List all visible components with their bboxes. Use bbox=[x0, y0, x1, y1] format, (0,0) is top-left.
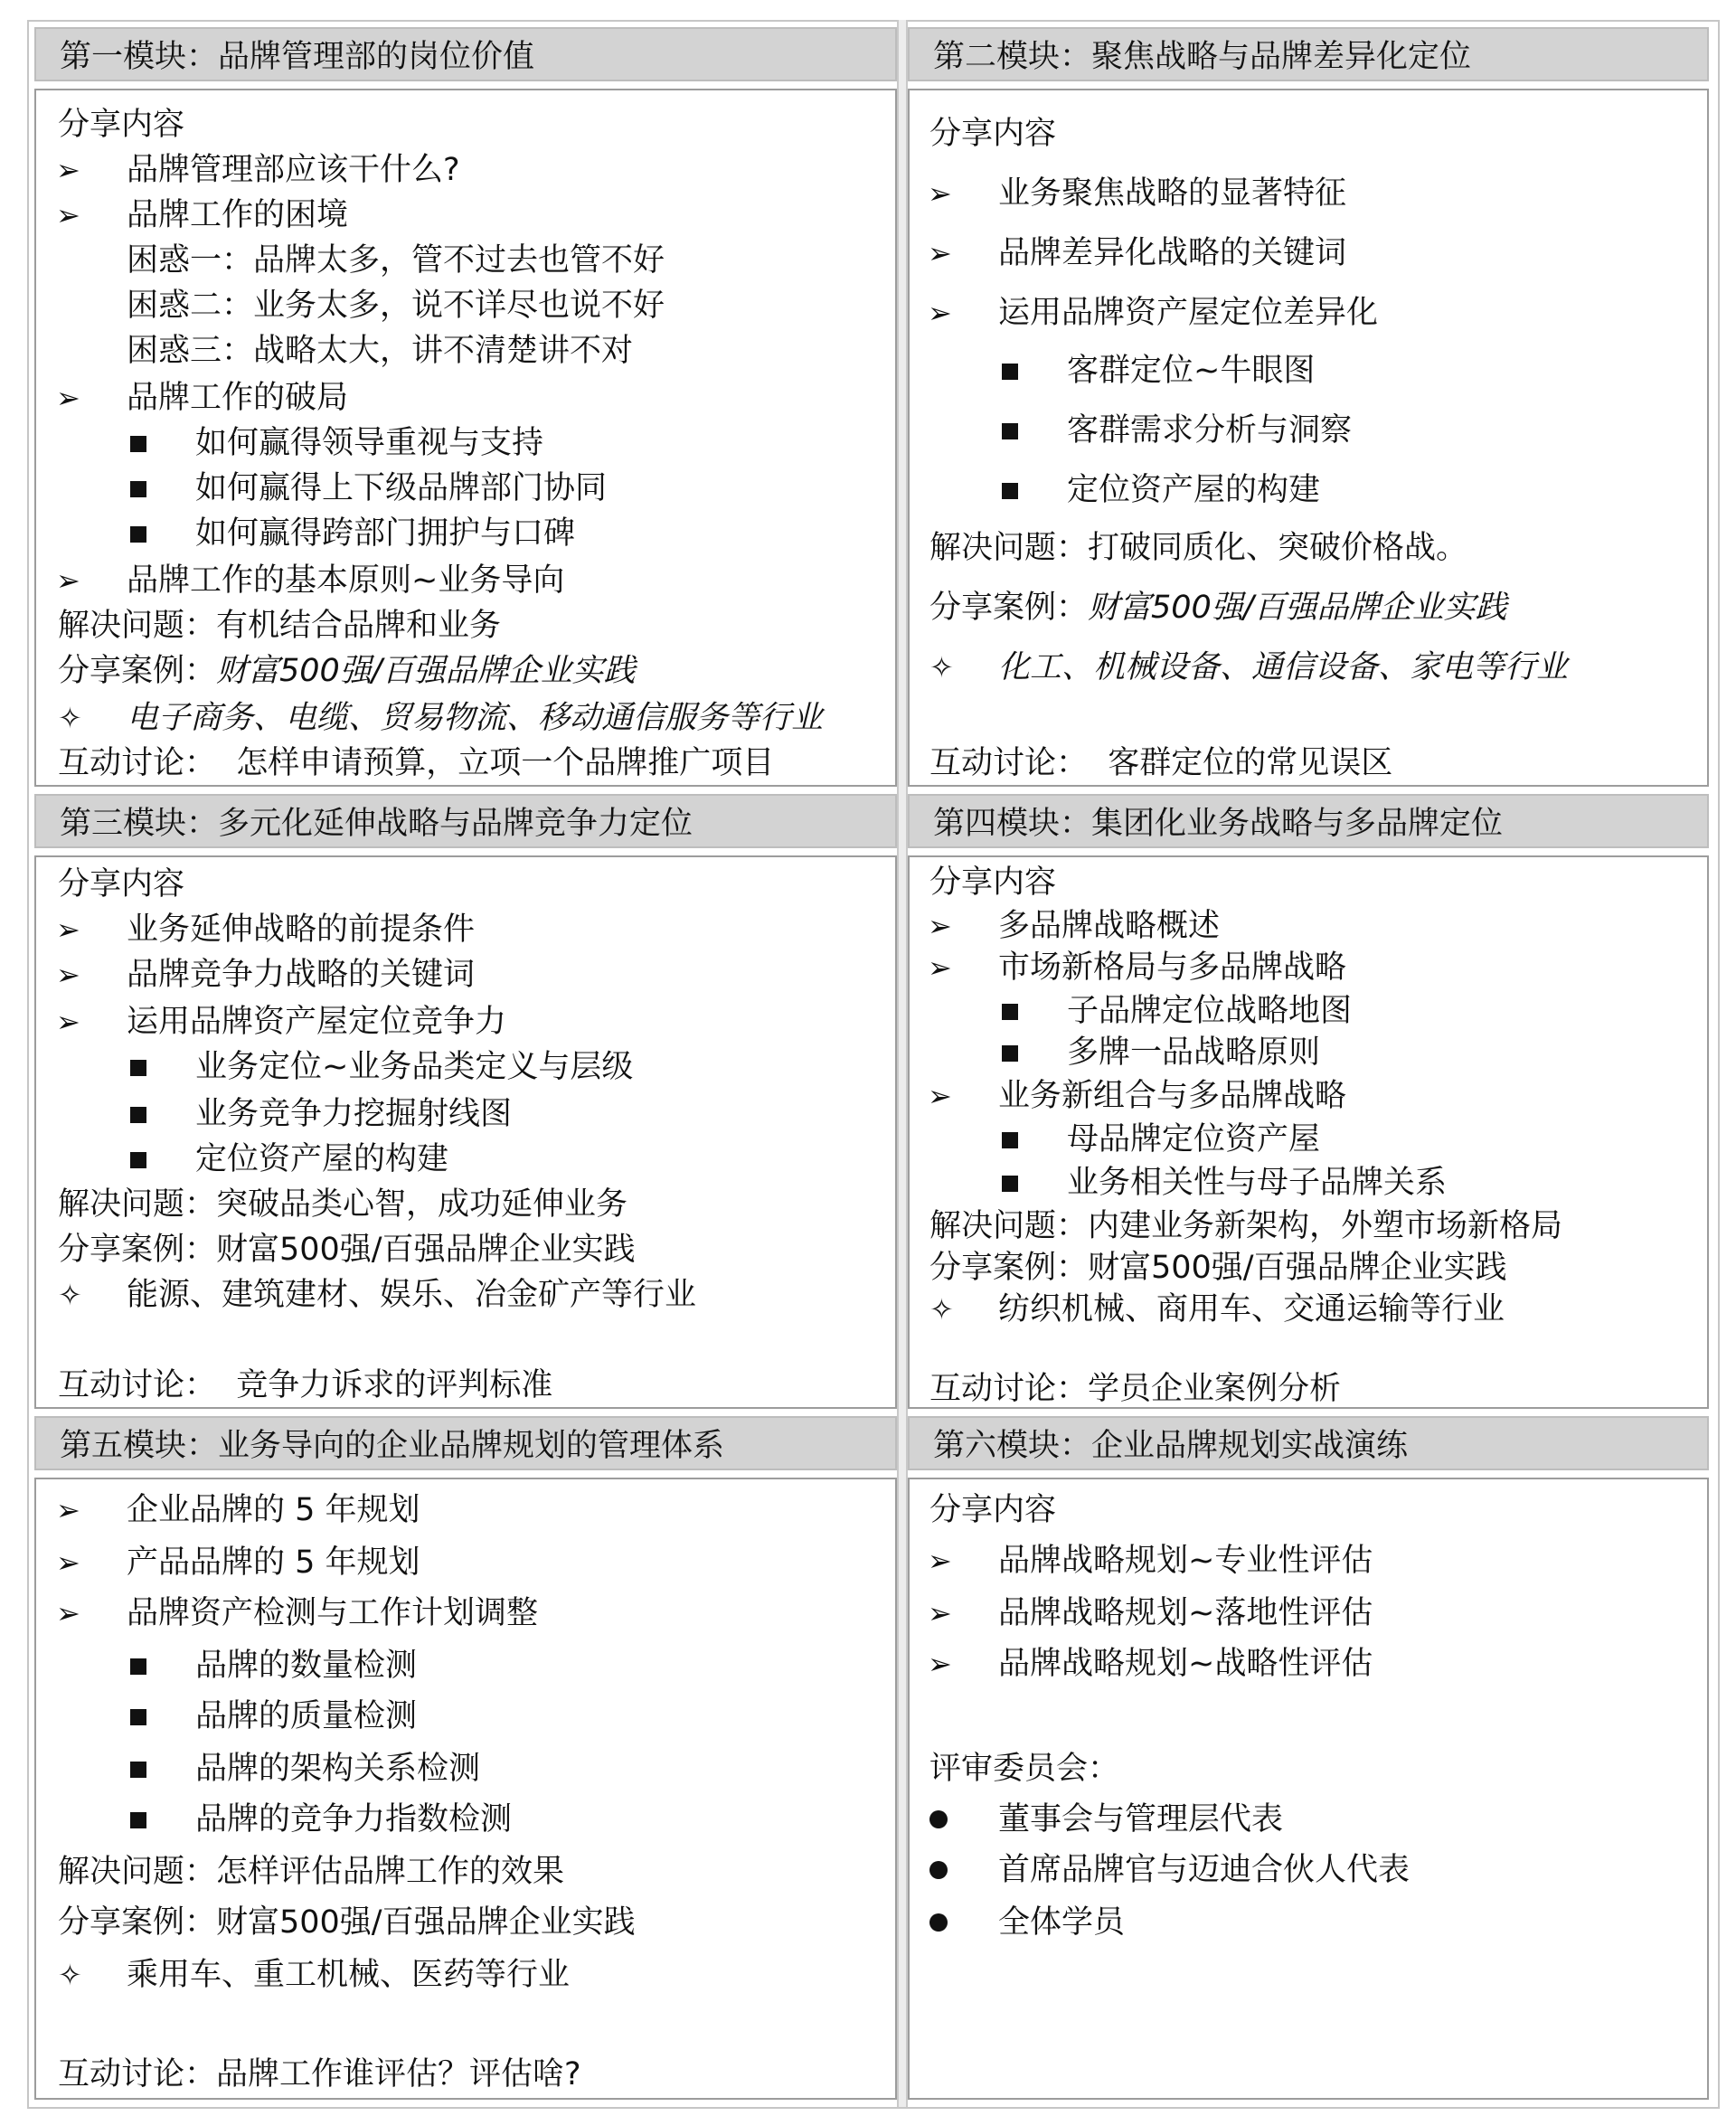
list-item: 定位资产屋的构建 bbox=[195, 1141, 449, 1177]
module-2-content bbox=[908, 89, 1709, 787]
arrow-marker: ➢ bbox=[928, 236, 952, 270]
arrow-marker: ➢ bbox=[56, 912, 80, 947]
list-item: 品牌战略规划~落地性评估 bbox=[998, 1595, 1373, 1631]
list-item: 品牌竞争力战略的关键词 bbox=[127, 957, 476, 993]
arrow-marker: ➢ bbox=[928, 1079, 952, 1113]
share-title: 分享内容 bbox=[929, 116, 1057, 152]
list-item: 如何赢得跨部门拥护与口碑 bbox=[195, 515, 576, 552]
list-item: 品牌资产检测与工作计划调整 bbox=[127, 1595, 539, 1631]
list-item: 业务定位~业务品类定义与层级 bbox=[195, 1049, 634, 1085]
list-item: 运用品牌资产屋定位差异化 bbox=[998, 295, 1379, 331]
module-3-content bbox=[34, 855, 897, 1409]
discuss-text: 互动讨论： 怎样申请预算，立项一个品牌推广项目 bbox=[58, 745, 775, 781]
arrow-marker: ➢ bbox=[56, 1005, 80, 1039]
arrow-marker: ➢ bbox=[928, 1647, 952, 1681]
list-item: 品牌的竞争力指数检测 bbox=[195, 1801, 513, 1837]
case-text: 分享案例：财富500强/百强品牌企业实践 bbox=[58, 1904, 636, 1941]
industry-text: 电子商务、电缆、贸易物流、移动通信服务等行业 bbox=[127, 700, 824, 736]
list-item: 品牌战略规划~专业性评估 bbox=[998, 1543, 1373, 1579]
diamond-marker: ✧ bbox=[58, 701, 82, 735]
case-label: 分享案例： bbox=[929, 590, 1089, 626]
module-4-content bbox=[908, 855, 1709, 1409]
arrow-marker: ➢ bbox=[928, 950, 952, 985]
discuss-text: 互动讨论： 客群定位的常见误区 bbox=[929, 745, 1393, 781]
module-6-title: 第六模块：企业品牌规划实战演练 bbox=[933, 1428, 1409, 1464]
square-bullet-icon bbox=[1002, 483, 1018, 499]
list-item: 困惑三：战略太大，讲不清楚讲不对 bbox=[127, 333, 634, 369]
square-bullet-icon bbox=[1002, 423, 1018, 439]
case-text: 分享案例：财富500强/百强品牌企业实践 bbox=[929, 1250, 1507, 1286]
case-line bbox=[929, 588, 1507, 628]
square-bullet-icon bbox=[130, 1658, 146, 1675]
square-bullet-icon bbox=[130, 1709, 146, 1725]
list-item: 如何赢得领导重视与支持 bbox=[195, 425, 544, 461]
arrow-marker: ➢ bbox=[928, 296, 952, 330]
list-item: 品牌管理部应该干什么? bbox=[127, 152, 460, 188]
module-6-content bbox=[908, 1478, 1709, 2100]
module-5-content bbox=[34, 1478, 897, 2100]
share-title: 分享内容 bbox=[929, 864, 1057, 901]
square-bullet-icon bbox=[130, 1762, 146, 1778]
arrow-marker: ➢ bbox=[56, 958, 80, 992]
case-text: 分享案例：财富500强/百强品牌企业实践 bbox=[58, 1232, 636, 1268]
case-line bbox=[58, 651, 636, 691]
share-title: 分享内容 bbox=[58, 866, 185, 902]
arrow-marker: ➢ bbox=[928, 909, 952, 943]
list-item: 产品品牌的 5 年规划 bbox=[127, 1544, 420, 1581]
square-bullet-icon bbox=[1002, 364, 1018, 380]
case-text: 财富500强/百强品牌企业实践 bbox=[216, 653, 636, 689]
discuss-text: 互动讨论：品牌工作谁评估？评估啥? bbox=[58, 2056, 581, 2092]
square-bullet-icon bbox=[1002, 1176, 1018, 1192]
list-item: 品牌工作的困境 bbox=[127, 197, 349, 233]
share-title: 分享内容 bbox=[58, 107, 185, 143]
square-bullet-icon bbox=[130, 481, 146, 497]
list-item: 多牌一品战略原则 bbox=[1067, 1034, 1321, 1071]
arrow-marker: ➢ bbox=[56, 381, 80, 415]
industry-text: 能源、建筑建材、娱乐、冶金矿产等行业 bbox=[127, 1277, 697, 1313]
square-bullet-icon bbox=[1002, 1045, 1018, 1062]
arrow-marker: ➢ bbox=[56, 1493, 80, 1527]
module-5-title: 第五模块：业务导向的企业品牌规划的管理体系 bbox=[60, 1428, 725, 1464]
module-6-header bbox=[908, 1416, 1709, 1470]
share-title: 分享内容 bbox=[929, 1492, 1057, 1528]
case-label: 分享案例： bbox=[58, 653, 217, 689]
industry-text: 纺织机械、商用车、交通运输等行业 bbox=[998, 1291, 1505, 1327]
module-1-header bbox=[34, 27, 897, 81]
case-text: 财富500强/百强品牌企业实践 bbox=[1088, 590, 1507, 626]
square-bullet-icon bbox=[130, 1107, 146, 1123]
list-item: 困惑一：品牌太多，管不过去也管不好 bbox=[127, 242, 665, 279]
solve-text: 解决问题：突破品类心智，成功延伸业务 bbox=[58, 1186, 628, 1223]
arrow-marker: ➢ bbox=[56, 563, 80, 598]
square-bullet-icon bbox=[130, 1812, 146, 1828]
solve-text: 解决问题：打破同质化、突破价格战。 bbox=[929, 530, 1468, 566]
list-item: 如何赢得上下级品牌部门协同 bbox=[195, 470, 608, 506]
arrow-marker: ➢ bbox=[56, 1545, 80, 1580]
diamond-marker: ✧ bbox=[58, 1958, 82, 1992]
list-item: 业务延伸战略的前提条件 bbox=[127, 912, 476, 948]
list-item: 市场新格局与多品牌战略 bbox=[998, 949, 1347, 986]
square-bullet-icon bbox=[130, 436, 146, 452]
arrow-marker: ➢ bbox=[928, 1596, 952, 1630]
bullet-icon bbox=[929, 1810, 948, 1828]
discuss-text: 互动讨论：学员企业案例分析 bbox=[929, 1371, 1342, 1407]
module-5-header bbox=[34, 1416, 897, 1470]
column-divider bbox=[897, 20, 908, 2107]
square-bullet-icon bbox=[130, 526, 146, 543]
list-item: 全体学员 bbox=[998, 1904, 1126, 1941]
module-4-header bbox=[908, 794, 1709, 848]
list-item: 困惑二：业务太多，说不详尽也说不好 bbox=[127, 288, 665, 324]
list-item: 客群定位~牛眼图 bbox=[1067, 353, 1316, 389]
list-item: 业务新组合与多品牌战略 bbox=[998, 1078, 1347, 1114]
committee-title: 评审委员会： bbox=[929, 1751, 1120, 1787]
module-2-title: 第二模块：聚焦战略与品牌差异化定位 bbox=[933, 39, 1472, 75]
solve-text: 解决问题：内建业务新架构，外塑市场新格局 bbox=[929, 1208, 1563, 1244]
arrow-marker: ➢ bbox=[928, 176, 952, 211]
solve-text: 解决问题：怎样评估品牌工作的效果 bbox=[58, 1854, 565, 1890]
list-item: 企业品牌的 5 年规划 bbox=[127, 1492, 420, 1528]
module-3-title: 第三模块：多元化延伸战略与品牌竞争力定位 bbox=[60, 806, 693, 842]
list-item: 业务竞争力挖掘射线图 bbox=[195, 1096, 513, 1132]
square-bullet-icon bbox=[130, 1152, 146, 1168]
square-bullet-icon bbox=[130, 1060, 146, 1076]
diamond-marker: ✧ bbox=[58, 1278, 82, 1312]
module-4-title: 第四模块：集团化业务战略与多品牌定位 bbox=[933, 806, 1504, 842]
diamond-marker: ✧ bbox=[929, 650, 954, 685]
module-3-header bbox=[34, 794, 897, 848]
square-bullet-icon bbox=[1002, 1004, 1018, 1020]
bullet-icon bbox=[929, 1861, 948, 1879]
module-1-content bbox=[34, 89, 897, 787]
list-item: 首席品牌官与迈迪合伙人代表 bbox=[998, 1852, 1410, 1888]
arrow-marker: ➢ bbox=[56, 153, 80, 187]
list-item: 母品牌定位资产屋 bbox=[1067, 1121, 1321, 1157]
list-item: 品牌战略规划~战略性评估 bbox=[998, 1646, 1373, 1682]
arrow-marker: ➢ bbox=[56, 198, 80, 232]
list-item: 业务相关性与母子品牌关系 bbox=[1067, 1165, 1448, 1201]
square-bullet-icon bbox=[1002, 1132, 1018, 1148]
list-item: 董事会与管理层代表 bbox=[998, 1801, 1284, 1837]
list-item: 运用品牌资产屋定位竞争力 bbox=[127, 1004, 507, 1040]
list-item: 业务聚焦战略的显著特征 bbox=[998, 175, 1347, 212]
module-2-header bbox=[908, 27, 1709, 81]
list-item: 品牌的架构关系检测 bbox=[195, 1751, 481, 1787]
solve-text: 解决问题：有机结合品牌和业务 bbox=[58, 608, 502, 644]
list-item: 品牌差异化战略的关键词 bbox=[998, 235, 1347, 271]
arrow-marker: ➢ bbox=[56, 1596, 80, 1630]
industry-text: 化工、机械设备、通信设备、家电等行业 bbox=[998, 649, 1569, 685]
list-item: 客群需求分析与洞察 bbox=[1067, 412, 1353, 449]
industry-text: 乘用车、重工机械、医药等行业 bbox=[127, 1957, 571, 1993]
arrow-marker: ➢ bbox=[928, 1544, 952, 1578]
list-item: 品牌工作的基本原则~业务导向 bbox=[127, 562, 565, 599]
list-item: 多品牌战略概述 bbox=[998, 908, 1221, 944]
bullet-icon bbox=[929, 1913, 948, 1932]
diamond-marker: ✧ bbox=[929, 1292, 954, 1327]
list-item: 定位资产屋的构建 bbox=[1067, 472, 1321, 508]
list-item: 品牌的数量检测 bbox=[195, 1648, 418, 1684]
module-1-title: 第一模块：品牌管理部的岗位价值 bbox=[60, 39, 535, 75]
list-item: 品牌工作的破局 bbox=[127, 380, 349, 416]
discuss-text: 互动讨论： 竞争力诉求的评判标准 bbox=[58, 1367, 553, 1403]
list-item: 子品牌定位战略地图 bbox=[1067, 993, 1353, 1029]
list-item: 品牌的质量检测 bbox=[195, 1698, 418, 1734]
